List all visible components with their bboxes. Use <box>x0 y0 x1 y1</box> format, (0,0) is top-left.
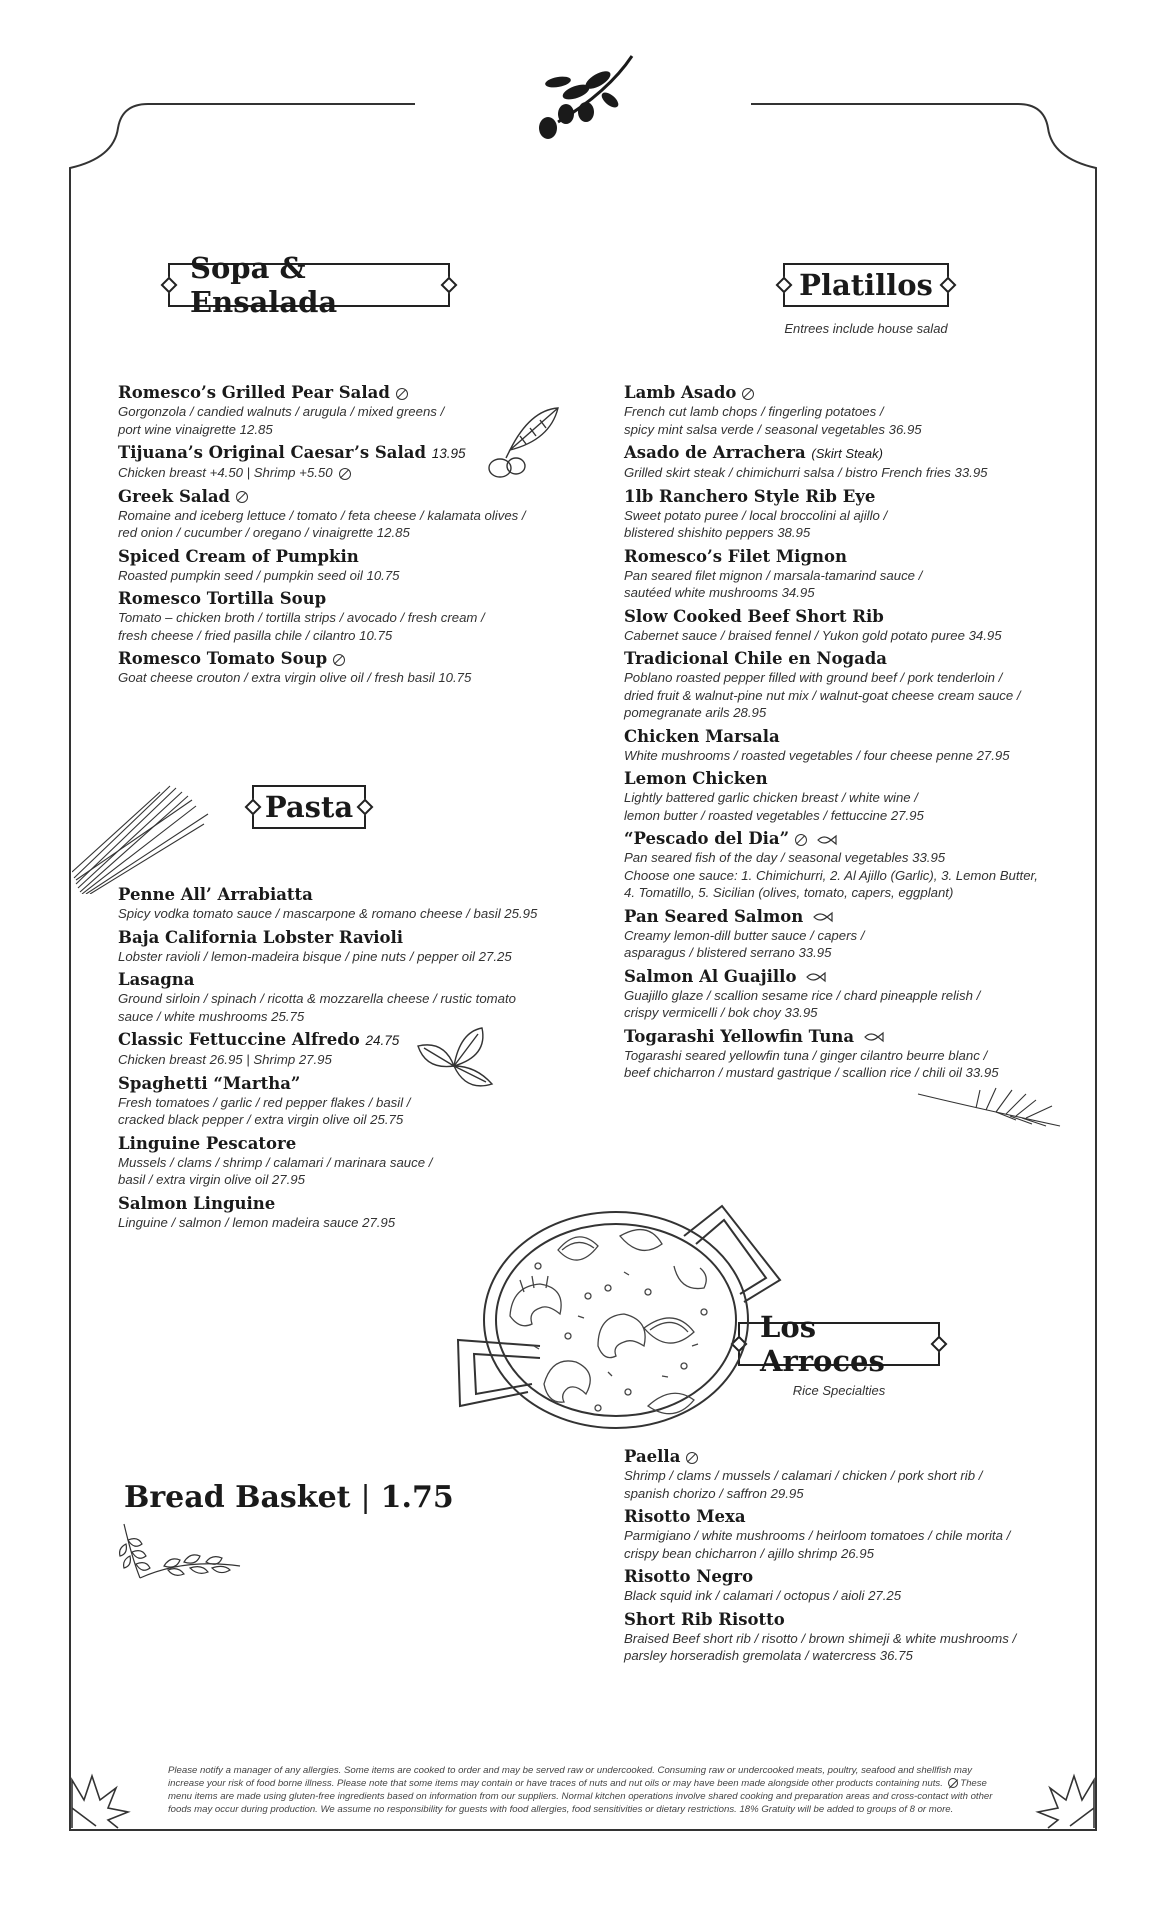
gluten-free-icon <box>396 388 408 400</box>
platillos-subtitle: Entrees include house salad <box>784 321 948 336</box>
fish-icon <box>864 1031 884 1043</box>
menu-item <box>624 1609 1064 1665</box>
section-title-platillos: Platillos <box>783 263 949 307</box>
item-desc: Parmigiano / white mushrooms / heirloom tomatoes / chile morita / crispy bean chicharron / ajillo shrimp 26.95 <box>624 1528 1011 1561</box>
menu-item <box>624 382 1064 438</box>
section-title-sopa: Sopa & Ensalada <box>168 263 450 307</box>
item-name: Greek Salad <box>118 486 231 506</box>
olive-branch-icon <box>528 52 638 144</box>
item-desc: Togarashi seared yellowfin tuna / ginger cilantro beurre blanc / beef chicharron / mustard gastrique / scallion rice / chili oil 33.95 <box>624 1047 999 1080</box>
item-name: Penne All’ Arrabiatta <box>118 885 313 904</box>
item-name: Lemon Chicken <box>624 769 768 788</box>
fish-icon <box>813 911 833 923</box>
menu-item <box>118 486 558 542</box>
item-note: (Skirt Steak) <box>811 446 883 461</box>
disclaimer-part2: These menu items are made using gluten-free ingredients based on information from our suppliers. Normal kitchen operations involve shared cooking and preparation areas and cross-contact with other foods may occur during production. We assume no responsibility for guests with food allergies, food sensitivities or dietary restrictions. 18% Gratuity will be added to groups of 8 or more. <box>168 1778 993 1815</box>
menu-item <box>624 1566 1064 1605</box>
item-desc: Goat cheese crouton / extra virgin olive oil / fresh basil 10.75 <box>118 670 472 685</box>
item-desc: Roasted pumpkin seed / pumpkin seed oil 10.75 <box>118 567 400 583</box>
item-desc: Grilled skirt steak / chimichurri salsa / bistro French fries 33.95 <box>624 465 988 480</box>
menu-item <box>624 906 1064 962</box>
gluten-free-icon <box>333 654 345 666</box>
arroces-list <box>624 1446 1064 1669</box>
section-title-pasta: Pasta <box>252 785 366 829</box>
gluten-free-icon <box>742 388 754 400</box>
item-name: Spaghetti “Martha” <box>118 1073 301 1093</box>
item-name: Romesco Tomato Soup <box>118 649 328 668</box>
menu-item <box>624 546 1064 602</box>
item-name: 1lb Ranchero Style Rib Eye <box>624 486 876 506</box>
allergy-disclaimer <box>168 1764 1002 1816</box>
item-desc: Guajillo glaze / scallion sesame rice / chard pineapple relish / crispy vermicelli / bok choy 33.95 <box>624 987 981 1020</box>
menu-item <box>624 1026 1064 1082</box>
item-desc: Mussels / clams / shrimp / calamari / marinara sauce / basil / extra virgin olive oil 27.95 <box>118 1154 433 1187</box>
item-name: Baja California Lobster Ravioli <box>118 927 404 947</box>
fish-icon <box>817 834 837 846</box>
bread-basket <box>124 1480 454 1515</box>
item-desc: Chicken breast 26.95 | Shrimp 27.95 <box>118 1052 332 1067</box>
fish-icon <box>806 971 826 983</box>
item-name: Salmon Linguine <box>118 1193 276 1213</box>
item-desc: Creamy lemon-dill butter sauce / capers / asparagus / blistered serrano 33.95 <box>624 927 865 960</box>
item-desc: Ground sirloin / spinach / ricotta & mozzarella cheese / rustic tomato sauce / white mushrooms 25.75 <box>118 991 516 1024</box>
menu-item <box>118 546 558 585</box>
menu-item <box>624 828 1064 902</box>
item-name: “Pescado del Dia” <box>624 829 790 848</box>
section-title-arroces: Los Arroces <box>738 1322 940 1366</box>
item-name: Tijuana’s Original Caesar’s Salad <box>118 443 426 462</box>
item-price: 24.75 <box>365 1033 400 1048</box>
item-name: Lamb Asado <box>624 383 737 402</box>
item-desc: French cut lamb chops / fingerling potatoes / spicy mint salsa verde / seasonal vegetables 36.95 <box>624 404 922 437</box>
wheat-icon <box>114 1518 244 1582</box>
item-name: Short Rib Risotto <box>624 1609 785 1629</box>
item-desc: Pan seared fish of the day / seasonal vegetables 33.95 Choose one sauce: 1. Chimichurri, 2. Al Ajillo (Garlic), 3. Lemon Butter, 4. Tomatillo, 5. Sicilian (olives, tomato, capers, eggplant) <box>624 850 1038 900</box>
menu-item <box>118 927 558 966</box>
item-price: 13.95 <box>431 446 466 461</box>
item-name: Spiced Cream of Pumpkin <box>118 546 359 566</box>
gluten-free-icon <box>686 1452 698 1464</box>
disclaimer-part1: Please notify a manager of any allergies. Some items are cooked to order and may be served raw or undercooked. Consuming raw or undercooked meats, poultry, seafood and shellfish may increase your risk of food borne illness. Please note that some items may contain or have traces of nuts and nut oils or may have been made alongside other products containing nuts. <box>168 1765 972 1789</box>
item-desc: Spicy vodka tomato sauce / mascarpone & romano cheese / basil 25.95 <box>118 906 538 921</box>
spaghetti-icon <box>72 784 212 894</box>
item-name: Risotto Mexa <box>624 1507 746 1526</box>
bread-label: Bread Basket <box>124 1480 351 1515</box>
menu-item <box>118 648 558 687</box>
item-name: Chicken Marsala <box>624 726 780 746</box>
item-name: Paella <box>624 1447 681 1466</box>
menu-item <box>118 884 558 923</box>
item-desc: Lightly battered garlic chicken breast / white wine / lemon butter / roasted vegetables / fettuccine 27.95 <box>624 790 924 823</box>
item-desc: Fresh tomatoes / garlic / red pepper flakes / basil / cracked black pepper / extra virgin olive oil 25.75 <box>118 1094 411 1127</box>
gluten-free-icon <box>236 491 248 503</box>
gluten-free-icon <box>795 834 807 846</box>
menu-item <box>118 588 558 644</box>
gluten-free-icon <box>948 1778 958 1788</box>
bread-price: 1.75 <box>380 1480 454 1515</box>
item-name: Slow Cooked Beef Short Rib <box>624 606 884 626</box>
menu-item <box>624 442 1064 482</box>
gluten-free-icon <box>339 468 351 480</box>
item-name: Togarashi Yellowfin Tuna <box>624 1026 855 1046</box>
item-name: Pan Seared Salmon <box>624 906 804 926</box>
item-desc: Lobster ravioli / lemon-madeira bisque / pine nuts / pepper oil 27.25 <box>118 948 512 964</box>
item-desc: White mushrooms / roasted vegetables / four cheese penne 27.95 <box>624 747 1010 763</box>
menu-item <box>624 648 1064 722</box>
item-desc: Sweet potato puree / local broccolini al ajillo / blistered shishito peppers 38.95 <box>624 507 888 540</box>
dill-sprig-icon <box>916 1080 1062 1130</box>
arroces-subtitle: Rice Specialties <box>792 1383 886 1398</box>
item-name: Salmon Al Guajillo <box>624 966 797 986</box>
item-name: Linguine Pescatore <box>118 1133 297 1153</box>
item-name: Romesco Tortilla Soup <box>118 589 327 608</box>
paella-pan-icon <box>448 1196 784 1442</box>
menu-item <box>624 726 1064 765</box>
menu-item <box>118 1133 558 1189</box>
item-name: Lasagna <box>118 970 195 989</box>
item-desc: Linguine / salmon / lemon madeira sauce 27.95 <box>118 1214 396 1230</box>
item-desc: Pan seared filet mignon / marsala-tamarind sauce / sautéed white mushrooms 34.95 <box>624 567 923 600</box>
item-desc: Chicken breast +4.50 | Shrimp +5.50 <box>118 465 333 480</box>
basil-leaf-icon <box>416 1026 494 1092</box>
bread-separator: | <box>360 1480 371 1515</box>
menu-item <box>624 768 1064 824</box>
menu-item <box>624 486 1064 542</box>
menu-item <box>624 966 1064 1022</box>
item-desc: Black squid ink / calamari / octopus / aioli 27.25 <box>624 1588 902 1603</box>
item-desc: Tomato – chicken broth / tortilla strips / avocado / fresh cream / fresh cheese / fried pasilla chile / cilantro 10.75 <box>118 610 485 643</box>
item-name: Romesco’s Grilled Pear Salad <box>118 383 390 402</box>
platillos-list <box>624 382 1064 1086</box>
item-name: Tradicional Chile en Nogada <box>624 649 887 668</box>
menu-item <box>624 1506 1064 1562</box>
item-desc: Gorgonzola / candied walnuts / arugula / mixed greens / port wine vinaigrette 12.85 <box>118 404 445 437</box>
item-name: Asado de Arrachera <box>624 443 806 462</box>
pear-leaf-icon <box>480 406 562 482</box>
item-name: Romesco’s Filet Mignon <box>624 546 847 566</box>
item-name: Classic Fettuccine Alfredo <box>118 1030 360 1049</box>
item-desc: Braised Beef short rib / risotto / brown shimeji & white mushrooms / parsley horseradish gremolata / watercress 36.75 <box>624 1630 1017 1663</box>
menu-item <box>624 606 1064 645</box>
item-desc: Shrimp / clams / mussels / calamari / chicken / pork short rib / spanish chorizo / saffron 29.95 <box>624 1468 983 1501</box>
item-desc: Poblano roasted pepper filled with ground beef / pork tenderloin / dried fruit & walnut-pine nut mix / walnut-goat cheese cream sauce / pomegranate arils 28.95 <box>624 670 1021 720</box>
item-desc: Cabernet sauce / braised fennel / Yukon gold potato puree 34.95 <box>624 627 1002 643</box>
item-name: Risotto Negro <box>624 1567 754 1586</box>
menu-item <box>624 1446 1064 1502</box>
menu-item <box>118 969 558 1025</box>
item-desc: Romaine and iceberg lettuce / tomato / feta cheese / kalamata olives / red onion / cucumber / oregano / vinaigrette 12.85 <box>118 507 526 540</box>
